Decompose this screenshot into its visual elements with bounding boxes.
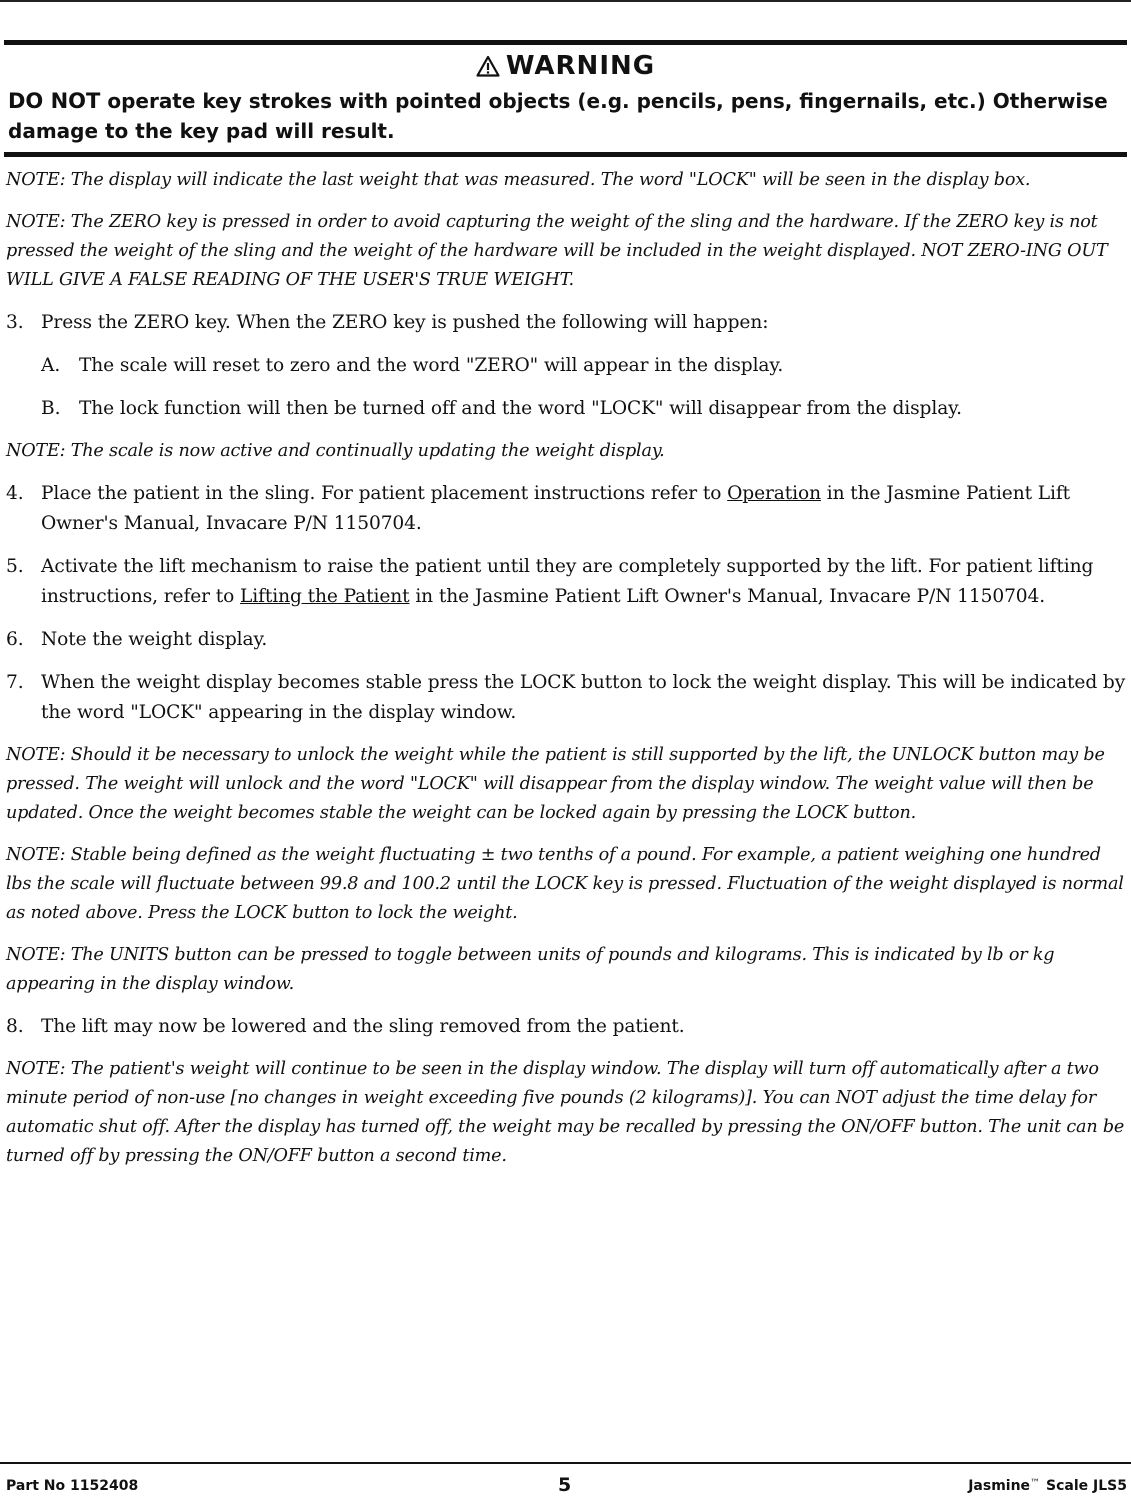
step-text-pre: Place the patient in the sling. For patient placement instructions refer to	[41, 483, 728, 504]
note-unlock: NOTE: Should it be necessary to unlock the weight while the patient is still supported by the lift, the UNLOCK button may be pressed. The weight will unlock and the word "LOCK" will disappear from the display window. The weight value will then be updated. Once the weight becomes stable the weight can be locked again by pressing the LOCK button.	[6, 745, 1105, 823]
footer-rule	[0, 1462, 1131, 1464]
top-rule	[0, 0, 1131, 2]
note-zero-key: NOTE: The ZERO key is pressed in order to avoid capturing the weight of the sling and the hardware. If the ZERO key is not pressed the weight of the sling and the weight of the hardware will be included in the weight displayed. NOT ZERO-ING OUT WILL GIVE A FALSE READING OF THE USER'S TRUE WEIGHT.	[6, 212, 1108, 290]
step-text-post: in the Jasmine Patient Lift Owner's Manual, Invacare P/N 1150704.	[41, 483, 1070, 534]
warning-lead: DO NOT	[8, 89, 101, 113]
note-stable: NOTE: Stable being defined as the weight fluctuating ± two tenths of a pound. For example, a patient weighing one hundred lbs the scale will fluctuate between 99.8 and 100.2 until the LOCK key is pressed. Fluctuation of the weight displayed is normal as noted above. Press the LOCK button to lock the weight.	[6, 845, 1124, 923]
step-3a	[6, 351, 1128, 381]
note-auto-off: NOTE: The patient's weight will continue to be seen in the display window. The display will turn off automatically after a two minute period of non-use [no changes in weight exceeding five pounds (2 kilograms)]. You can NOT adjust the time delay for automatic shut off. After the display has turned off, the weight may be recalled by pressing the ON/OFF button. The unit can be turned off by pressing the ON/OFF button a second time.	[6, 1059, 1125, 1166]
note-display-lock: NOTE: The display will indicate the last weight that was measured. The word "LOCK" will be seen in the display box.	[6, 170, 1031, 190]
step-4	[6, 479, 1128, 539]
step-number: 4.	[6, 483, 24, 504]
product-model: Scale JLS5	[1046, 1478, 1127, 1494]
step-text: When the weight display becomes stable press the LOCK button to lock the weight display. This will be indicated by the word "LOCK" appearing in the display window.	[41, 672, 1126, 723]
step-number: 7.	[6, 672, 24, 693]
product-brand: Jasmine	[968, 1478, 1031, 1494]
note-scale-active: NOTE: The scale is now active and continually updating the weight display.	[6, 441, 665, 461]
page-number: 5	[558, 1474, 572, 1496]
lifting-the-patient-link[interactable]: Lifting the Patient	[240, 586, 410, 607]
step-6	[6, 625, 1128, 655]
step-number: 5.	[6, 556, 24, 577]
step-text-pre: Activate the lift mechanism to raise the patient until they are completely supported by the lift. For patient lifting instructions, refer to	[41, 556, 1094, 607]
step-3	[6, 308, 1128, 338]
step-number: 3.	[6, 312, 24, 333]
main-content	[6, 166, 1128, 1184]
step-text: The lift may now be lowered and the sling removed from the patient.	[41, 1016, 685, 1037]
warning-body: operate key strokes with pointed objects (e.g. pencils, pens, fingernails, etc.) Otherwise damage to the key pad will result.	[8, 89, 1108, 143]
product-name	[968, 1478, 1127, 1494]
step-text: Note the weight display.	[41, 629, 268, 650]
step-5	[6, 552, 1128, 612]
substep-text: The scale will reset to zero and the word "ZERO" will appear in the display.	[79, 355, 784, 376]
step-3b	[6, 394, 1128, 424]
step-text-post: in the Jasmine Patient Lift Owner's Manual, Invacare P/N 1150704.	[409, 586, 1046, 607]
warning-title: WARNING	[4, 49, 1127, 86]
step-number: 8.	[6, 1016, 24, 1037]
part-number: Part No 1152408	[6, 1478, 139, 1494]
step-number: 6.	[6, 629, 24, 650]
note-units: NOTE: The UNITS button can be pressed to toggle between units of pounds and kilograms. This is indicated by lb or kg appearing in the display window.	[6, 945, 1055, 994]
substep-text: The lock function will then be turned off and the word "LOCK" will disappear from the display.	[79, 398, 962, 419]
operation-link[interactable]: Operation	[727, 483, 821, 504]
warning-box	[4, 40, 1127, 157]
trademark-symbol: ™	[1030, 1478, 1041, 1489]
step-text: Press the ZERO key. When the ZERO key is pushed the following will happen:	[41, 312, 769, 333]
step-7	[6, 668, 1128, 728]
substep-letter: B.	[41, 398, 61, 419]
step-8	[6, 1012, 1128, 1042]
warning-triangle-icon	[476, 52, 500, 86]
page-footer	[0, 1474, 1131, 1498]
warning-text	[4, 86, 1127, 146]
substep-letter: A.	[41, 355, 61, 376]
